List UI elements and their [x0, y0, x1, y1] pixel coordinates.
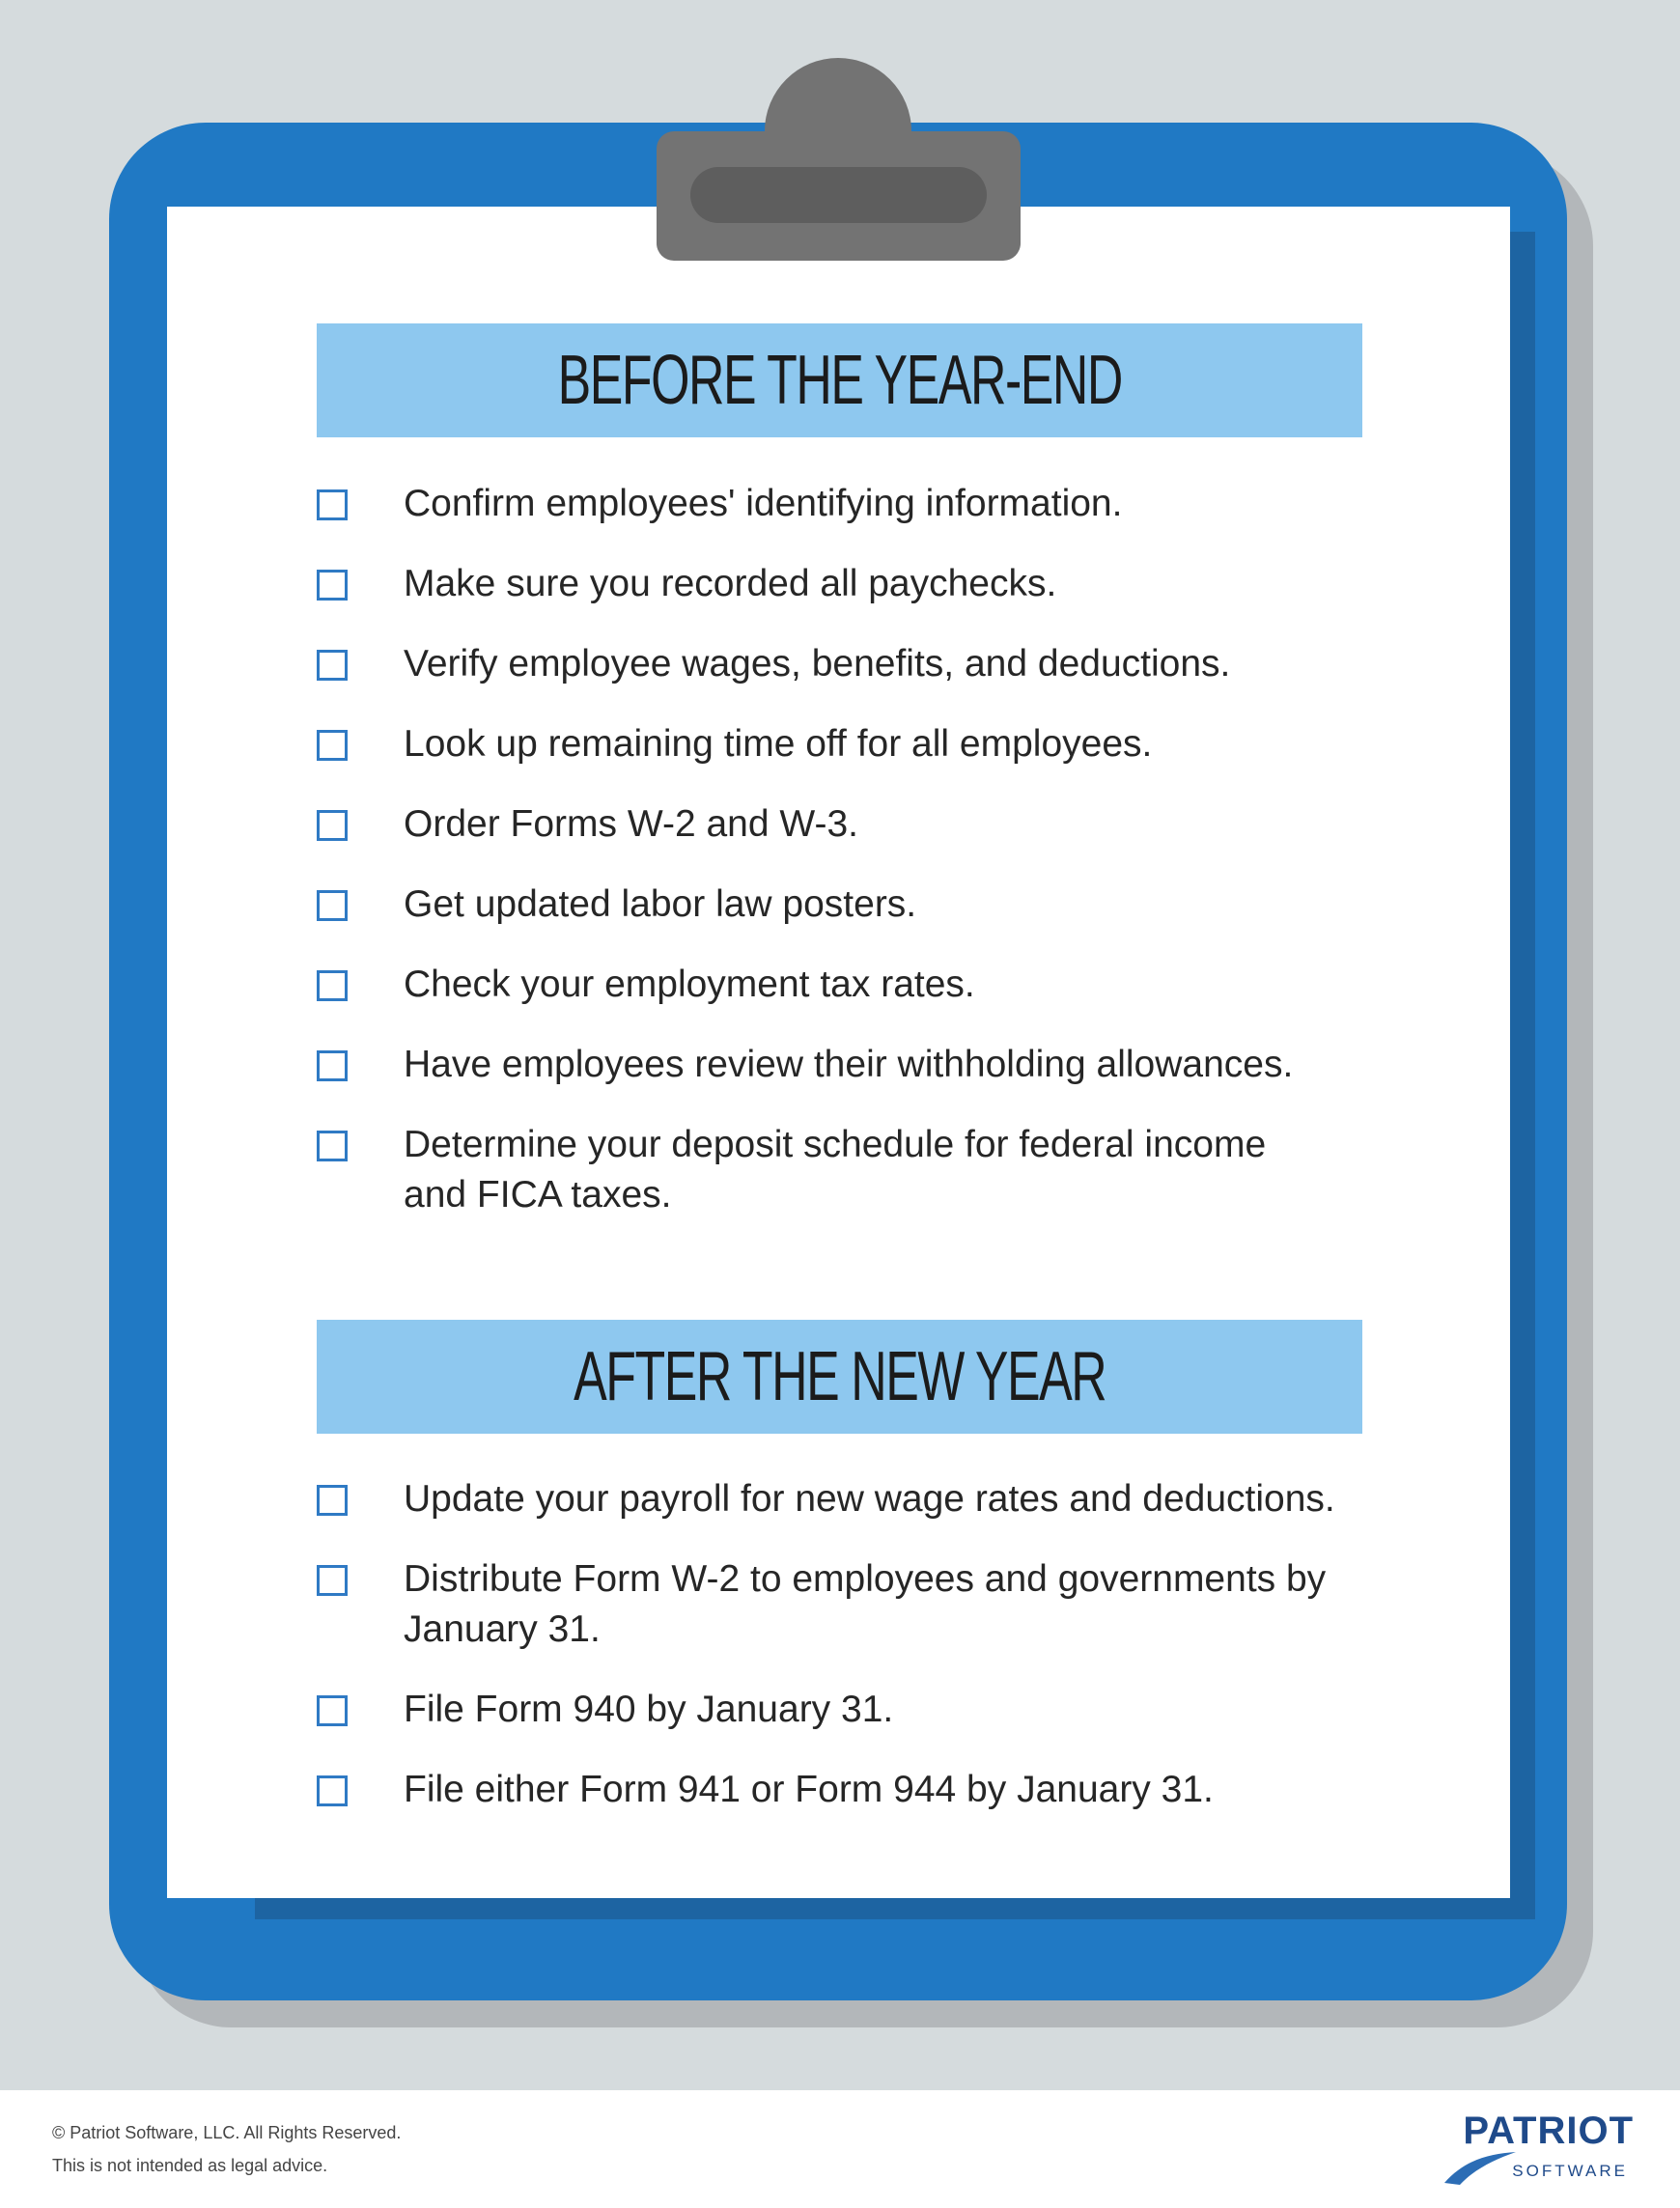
checklist-before [317, 479, 1408, 1250]
checklist-item-text: Confirm employees' identifying information. [404, 483, 1123, 524]
checkbox-icon[interactable] [317, 1485, 348, 1516]
checklist-item-text: Distribute Form W-2 to employees and governments by [404, 1558, 1327, 1600]
checklist-item-text: January 31. [404, 1608, 601, 1650]
clip-slot [690, 167, 987, 223]
logo-wordmark: PATRIOT [1463, 2110, 1634, 2152]
footer [0, 2090, 1680, 2208]
checklist-item[interactable] [317, 1040, 1408, 1090]
checklist-item-text: Update your payroll for new wage rates and deductions. [404, 1478, 1335, 1520]
checklist-item-text: File either Form 941 or Form 944 by January 31. [404, 1769, 1214, 1810]
checkbox-icon[interactable] [317, 489, 348, 520]
checkbox-icon[interactable] [317, 570, 348, 601]
checkbox-icon[interactable] [317, 650, 348, 681]
checklist-item-text: Check your employment tax rates. [404, 964, 975, 1005]
checkbox-icon[interactable] [317, 1050, 348, 1081]
checklist-item[interactable] [317, 1120, 1408, 1220]
checklist-item-text: Order Forms W-2 and W-3. [404, 803, 858, 845]
disclaimer-text: This is not intended as legal advice. [52, 2156, 328, 2175]
section-header-after [317, 1320, 1362, 1434]
checklist-item-text: Get updated labor law posters. [404, 883, 917, 925]
checklist-item[interactable] [317, 479, 1408, 529]
checklist-item[interactable] [317, 1474, 1408, 1524]
checkbox-icon[interactable] [317, 1565, 348, 1596]
checklist-item[interactable] [317, 1765, 1408, 1815]
logo-subtitle: SOFTWARE [1512, 2162, 1628, 2180]
checklist-item-text: Look up remaining time off for all employees. [404, 723, 1153, 765]
checkbox-icon[interactable] [317, 890, 348, 921]
patriot-logo[interactable] [1441, 2110, 1634, 2196]
checkbox-icon[interactable] [317, 1131, 348, 1161]
checklist-item[interactable] [317, 639, 1408, 689]
checklist-item[interactable] [317, 1554, 1408, 1655]
section-header-before [317, 323, 1362, 437]
checklist-item-text: File Form 940 by January 31. [404, 1689, 894, 1730]
checklist-item-text: Make sure you recorded all paychecks. [404, 563, 1057, 604]
checklist-item-text: Verify employee wages, benefits, and deductions. [404, 643, 1231, 685]
checklist-item[interactable] [317, 559, 1408, 609]
section-title-after: AFTER THE NEW YEAR [573, 1338, 1106, 1415]
checkbox-icon[interactable] [317, 810, 348, 841]
section-title-before: BEFORE THE YEAR-END [557, 342, 1122, 419]
checklist-item-text: Have employees review their withholding allowances. [404, 1044, 1294, 1085]
checklist-item[interactable] [317, 799, 1408, 850]
checkbox-icon[interactable] [317, 970, 348, 1001]
checklist-item[interactable] [317, 960, 1408, 1010]
logo-swoosh-icon [1441, 2148, 1518, 2187]
checkbox-icon[interactable] [317, 730, 348, 761]
checklist-item[interactable] [317, 1685, 1408, 1735]
checkbox-icon[interactable] [317, 1775, 348, 1806]
checklist-after [317, 1474, 1408, 1845]
checklist-item-text: Determine your deposit schedule for federal income [404, 1124, 1267, 1165]
checklist-item[interactable] [317, 880, 1408, 930]
checkbox-icon[interactable] [317, 1695, 348, 1726]
copyright-text: © Patriot Software, LLC. All Rights Reserved. [52, 2123, 402, 2142]
checklist-item[interactable] [317, 719, 1408, 769]
checklist-item-text: and FICA taxes. [404, 1174, 672, 1216]
